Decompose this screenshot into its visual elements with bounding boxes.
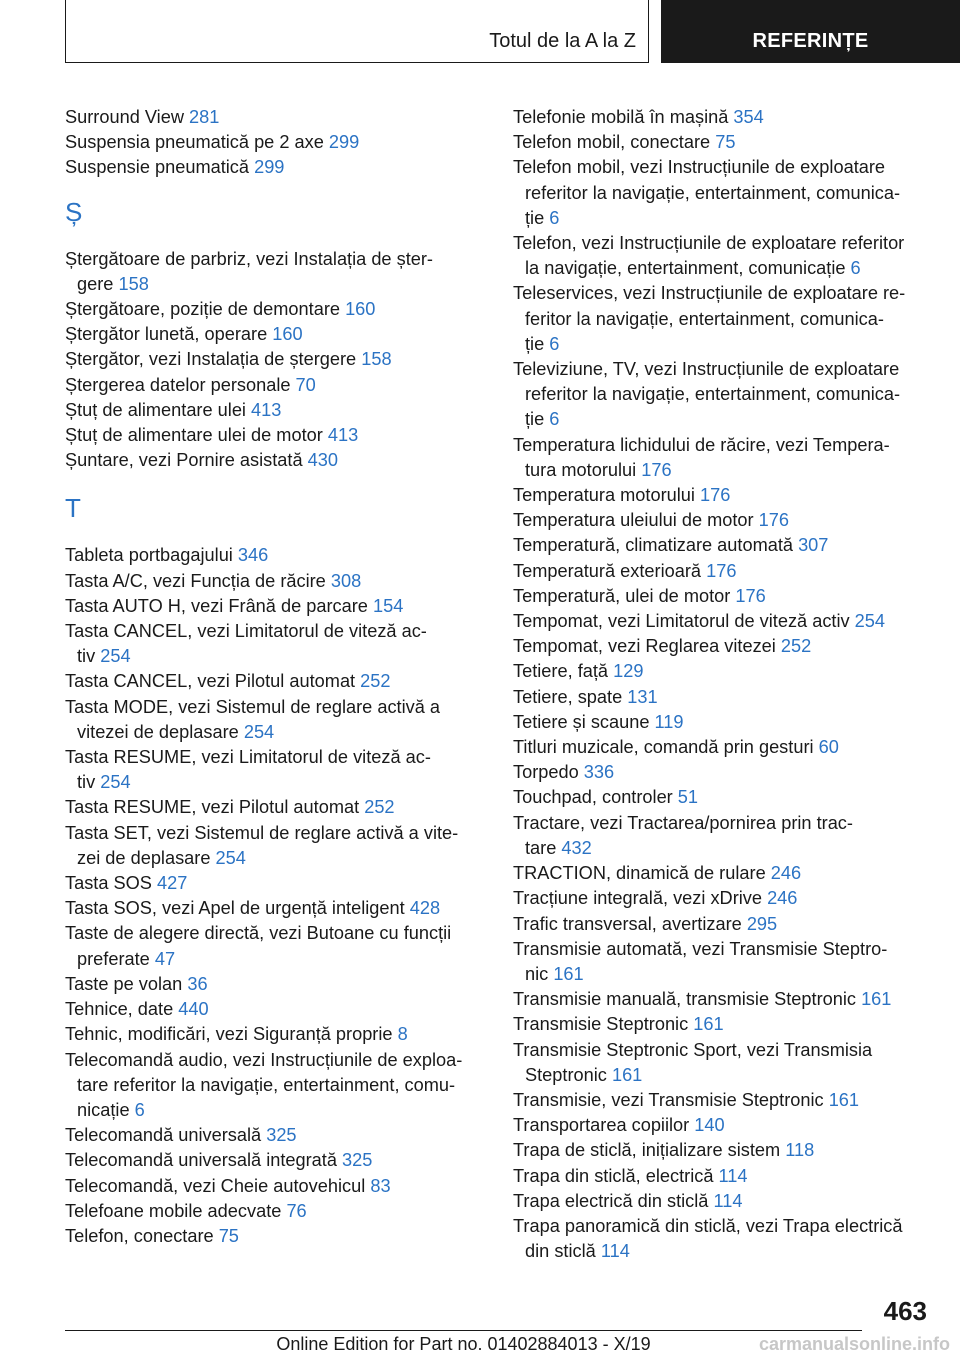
index-entry: [513, 1038, 933, 1088]
index-entry: [513, 281, 933, 357]
page-reference-link[interactable]: 427: [156, 873, 188, 894]
index-entry: [513, 987, 933, 1012]
index-entry-text: Telecomandă, vezi Cheie autovehicul: [65, 1175, 371, 1196]
index-entry-text: Tasta SOS: [65, 873, 157, 894]
index-entry: [513, 1214, 933, 1264]
index-entry-text: Touchpad, controler: [513, 787, 678, 808]
index-entry: [513, 785, 933, 810]
index-entry-text: Telecomandă audio, vezi Instrucțiunile de exploa-: [65, 1049, 463, 1070]
page-reference-link[interactable]: 336: [583, 762, 615, 783]
page-reference-link[interactable]: 354: [733, 107, 764, 127]
index-entry-text: din sticlă: [525, 1241, 601, 1262]
index-entry-text: Torpedo: [513, 762, 584, 783]
index-entry: [513, 155, 933, 231]
index-entry: [65, 130, 485, 155]
index-entry-text: Temperatura motorului: [513, 485, 701, 506]
index-entry-text: Surround View: [65, 107, 190, 127]
index-entry-text: Tetiere, spate: [513, 686, 628, 707]
index-entry: [65, 448, 485, 473]
index-entry: [513, 433, 933, 483]
index-entry-text: Temperatura lichidului de răcire, vezi Tempera-: [513, 434, 890, 455]
index-entry: [65, 569, 485, 594]
index-entry-text: Suspensie pneumatică: [65, 157, 255, 178]
page-reference-link[interactable]: 160: [272, 324, 303, 345]
index-entry-text: Transmisie automată, vezi Transmisie Steptro-: [513, 938, 888, 959]
index-entry: [65, 695, 485, 745]
chapter-tab-label: REFERINȚE: [752, 30, 869, 52]
page-reference-link[interactable]: 160: [345, 299, 376, 320]
page-reference-link[interactable]: 129: [613, 661, 644, 682]
index-entry: [513, 886, 933, 911]
page-reference-link[interactable]: 140: [694, 1115, 725, 1136]
index-entry: [65, 1174, 485, 1199]
index-entry-text: Tempomat, vezi Reglarea vitezei: [513, 636, 781, 657]
index-group-s: [65, 247, 485, 474]
page-reference-link[interactable]: 6: [549, 409, 560, 430]
index-entry: [513, 912, 933, 937]
index-entry-text: Televiziune, TV, vezi Instrucțiunile de exploatare: [513, 359, 900, 380]
index-entry-text: Telefonie mobilă în mașină: [513, 107, 734, 127]
index-entry: [65, 1048, 485, 1124]
index-entry: [513, 760, 933, 785]
index-entry: [513, 811, 933, 861]
page-reference-link[interactable]: 346: [237, 545, 269, 566]
page-reference-link[interactable]: 299: [328, 132, 360, 153]
index-entry: [513, 685, 933, 710]
page-reference-link[interactable]: 76: [286, 1200, 307, 1221]
index-entry-text: Trafic transversal, avertizare: [513, 913, 747, 934]
index-group-t: [65, 543, 485, 1249]
page-reference-link[interactable]: 252: [360, 671, 391, 692]
page-reference-link[interactable]: 281: [189, 107, 220, 127]
index-entry-text: Steptronic: [525, 1064, 612, 1085]
page-reference-link[interactable]: 295: [746, 913, 778, 934]
index-entry: [513, 533, 933, 558]
page-number: 463: [883, 1296, 927, 1326]
index-entry: [65, 871, 485, 896]
index-entry: [513, 357, 933, 433]
page-reference-link[interactable]: 176: [700, 485, 731, 506]
index-entry: [513, 105, 933, 130]
index-entry-text: Tasta MODE, vezi Sistemul de reglare activă a: [65, 696, 441, 717]
index-entry-text: Tasta CANCEL, vezi Limitatorul de viteză ac-: [65, 621, 427, 642]
index-entry-text: vitezei de deplasare: [77, 721, 244, 742]
index-group-s-top: [65, 105, 485, 181]
page-reference-link[interactable]: 131: [627, 686, 658, 707]
page-reference-link[interactable]: 70: [295, 374, 316, 395]
index-entry-text: Ștergător lunetă, operare: [65, 324, 273, 345]
page-reference-link[interactable]: 252: [780, 636, 812, 657]
index-entry-text: Suspensia pneumatică pe 2 axe: [65, 132, 329, 153]
index-entry-text: TRACTION, dinamică de rulare: [513, 863, 771, 884]
index-entry-text: Ștuț de alimentare ulei de motor: [65, 425, 328, 446]
index-entry-text: Ștergerea datelor personale: [65, 374, 296, 395]
index-entry: [65, 543, 485, 568]
index-entry-text: Tehnic, modificări, vezi Siguranță proprie: [65, 1024, 398, 1045]
index-entry: [513, 1189, 933, 1214]
index-entry-text: Temperatură, climatizare automată: [513, 535, 799, 556]
index-entry-text: referitor la navigație, entertainment, comunica-: [525, 384, 901, 405]
page-reference-link[interactable]: 114: [600, 1241, 630, 1262]
index-entry-text: tare referitor la navigație, entertainment, comu-: [77, 1074, 456, 1095]
index-entry: [65, 373, 485, 398]
index-entry-text: Telefoane mobile adecvate: [65, 1200, 287, 1221]
page-reference-link[interactable]: 176: [641, 459, 672, 480]
section-tab-label: Totul de la A la Z: [489, 30, 636, 52]
index-column-left: [65, 105, 485, 1249]
index-entry-text: Ștergător, vezi Instalația de ștergere: [65, 349, 362, 370]
page-reference-link[interactable]: 161: [553, 963, 584, 984]
index-entry: [65, 1148, 485, 1173]
index-entry-text: ție: [525, 207, 550, 228]
index-entry: [65, 1224, 485, 1249]
index-entry: [65, 155, 485, 180]
index-entry: [513, 483, 933, 508]
index-entry: [513, 508, 933, 533]
page-reference-link[interactable]: 428: [409, 898, 441, 919]
page-reference-link[interactable]: 60: [818, 737, 839, 758]
index-entry-text: Tetiere și scaune: [513, 711, 655, 732]
footer-edition: Online Edition for Part no. 01402884013 - X/19: [276, 1334, 651, 1354]
page-reference-link[interactable]: 440: [178, 999, 209, 1020]
index-entry: [65, 398, 485, 423]
index-entry: [65, 997, 485, 1022]
page-reference-link[interactable]: 118: [785, 1140, 815, 1161]
index-entry-text: Transmisie Steptronic: [513, 1014, 694, 1035]
index-entry-text: Telefon mobil, conectare: [513, 132, 716, 153]
index-entry: [513, 231, 933, 281]
page-reference-link[interactable]: 176: [758, 510, 790, 531]
index-entry: [65, 795, 485, 820]
index-entry-text: Transmisie Steptronic Sport, vezi Transmisia: [513, 1039, 873, 1060]
page-reference-link[interactable]: 299: [254, 157, 285, 178]
index-entry: [65, 423, 485, 448]
index-entry-text: gere: [77, 273, 119, 294]
page-reference-link[interactable]: 252: [364, 797, 395, 818]
index-entry: [513, 634, 933, 659]
index-entry-text: tura motorului: [525, 459, 642, 480]
index-entry: [513, 559, 933, 584]
index-entry-text: Telecomandă universală: [65, 1125, 267, 1146]
index-entry: [65, 594, 485, 619]
index-entry-text: preferate: [77, 948, 155, 969]
index-letter-s: Ș: [65, 196, 83, 227]
index-entry-text: Tasta AUTO H, vezi Frână de parcare: [65, 595, 373, 616]
index-entry: [513, 735, 933, 760]
index-entry-text: Tehnice, date: [65, 999, 179, 1020]
index-entry-text: Temperatura uleiului de motor: [513, 510, 759, 531]
page-reference-link[interactable]: 158: [361, 349, 392, 370]
page-reference-link[interactable]: 8: [397, 1024, 408, 1045]
index-entry-text: referitor la navigație, entertainment, comunica-: [525, 182, 901, 203]
index-entry: [65, 1199, 485, 1224]
index-entry-text: Titluri muzicale, comandă prin gesturi: [513, 737, 819, 758]
index-entry: [65, 322, 485, 347]
index-entry: [513, 1088, 933, 1113]
index-entry-text: Taste de alegere directă, vezi Butoane cu funcții: [65, 923, 452, 944]
page-reference-link[interactable]: 161: [861, 989, 892, 1010]
index-entry-text: Tracțiune integrală, vezi xDrive: [513, 888, 768, 909]
index-entry-text: Tasta RESUME, vezi Pilotul automat: [65, 797, 365, 818]
index-entry-text: Trapa din sticlă, electrică: [513, 1165, 719, 1186]
index-entry-text: Tasta RESUME, vezi Limitatorul de viteză ac-: [65, 747, 431, 768]
index-entry-text: Telecomandă universală integrată: [65, 1150, 343, 1171]
index-entry: [513, 130, 933, 155]
page-reference-link[interactable]: 254: [100, 772, 131, 793]
index-entry: [513, 710, 933, 735]
page-reference-link[interactable]: 430: [307, 450, 338, 471]
index-entry: [65, 745, 485, 795]
index-entry-text: Trapa de sticlă, inițializare sistem: [513, 1140, 786, 1161]
watermark-logo: carmanualsonline.info: [758, 1334, 950, 1354]
index-entry-text: Telefon, conectare: [65, 1225, 219, 1246]
page-reference-link[interactable]: 161: [693, 1014, 724, 1035]
index-column-right: [513, 105, 933, 1264]
index-entry-text: zei de deplasare: [77, 847, 216, 868]
page-reference-link[interactable]: 114: [713, 1190, 743, 1211]
page-reference-link[interactable]: 51: [677, 787, 699, 808]
index-entry: [65, 297, 485, 322]
index-entry: [513, 1138, 933, 1163]
index-entry: [65, 1123, 485, 1148]
page-reference-link[interactable]: 161: [828, 1089, 860, 1110]
index-entry-text: Tasta SOS, vezi Apel de urgență inteligent: [65, 898, 410, 919]
index-entry-text: la navigație, entertainment, comunicație: [525, 258, 851, 279]
index-entry-text: Taste pe volan: [65, 973, 188, 994]
index-entry-text: tiv: [77, 772, 101, 793]
page-reference-link[interactable]: 246: [770, 863, 802, 884]
page-reference-link[interactable]: 432: [561, 837, 592, 858]
section-tab[interactable]: [65, 0, 649, 63]
footer-divider: [65, 1330, 862, 1331]
index-entry-text: Șuntare, vezi Pornire asistată: [65, 450, 308, 471]
page-reference-link[interactable]: 6: [549, 333, 560, 354]
index-entry: [65, 105, 485, 130]
index-entry-text: tiv: [77, 646, 101, 667]
page-reference-link[interactable]: 6: [549, 207, 560, 228]
index-entry-text: Teleservices, vezi Instrucțiunile de exploatare re-: [513, 283, 906, 304]
index-entry: [513, 1164, 933, 1189]
page-reference-link[interactable]: 83: [370, 1175, 391, 1196]
page-reference-link[interactable]: 308: [330, 570, 362, 591]
page-reference-link[interactable]: 254: [243, 721, 275, 742]
page-reference-link[interactable]: 254: [215, 847, 246, 868]
index-entry-text: Telefon mobil, vezi Instrucțiunile de exploatare: [513, 157, 886, 178]
page-reference-link[interactable]: 254: [854, 611, 886, 632]
page-reference-link[interactable]: 254: [100, 646, 131, 667]
index-entry-text: Ștergătoare, poziție de demontare: [65, 299, 346, 320]
index-entry-text: Trapa panoramică din sticlă, vezi Trapa electrică: [513, 1215, 903, 1236]
index-entry-text: tare: [525, 837, 562, 858]
page-header: [65, 0, 960, 65]
index-entry-text: Tableta portbagajului: [65, 545, 238, 566]
index-entry: [65, 669, 485, 694]
page-reference-link[interactable]: 75: [715, 132, 736, 153]
index-entry: [513, 659, 933, 684]
page-reference-link[interactable]: 413: [251, 399, 282, 420]
page-reference-link[interactable]: 307: [798, 535, 829, 556]
index-entry-text: Tasta A/C, vezi Funcția de răcire: [65, 570, 331, 591]
index-entry-text: ție: [525, 409, 550, 430]
index-entry: [513, 1012, 933, 1037]
index-entry-text: nic: [525, 963, 554, 984]
index-entry-text: feritor la navigație, entertainment, comunica-: [525, 308, 884, 329]
page-reference-link[interactable]: 75: [218, 1225, 239, 1246]
index-entry-text: Tasta CANCEL, vezi Pilotul automat: [65, 671, 361, 692]
index-entry: [65, 972, 485, 997]
index-entry-text: Temperatură exterioară: [513, 560, 707, 581]
index-entry-text: Ștuț de alimentare ulei: [65, 399, 252, 420]
index-entry: [65, 896, 485, 921]
index-entry-text: Tempomat, vezi Limitatorul de viteză activ: [513, 611, 855, 632]
index-entry: [65, 821, 485, 871]
page-reference-link[interactable]: 36: [187, 973, 208, 994]
index-entry-text: Transportarea copiilor: [513, 1115, 695, 1136]
index-entry-text: Transmisie manuală, transmisie Steptronic: [513, 989, 862, 1010]
index-entry: [65, 619, 485, 669]
index-entry-text: nicație: [77, 1099, 135, 1120]
chapter-tab[interactable]: [661, 0, 960, 63]
index-entry-text: Transmisie, vezi Transmisie Steptronic: [513, 1089, 829, 1110]
index-entry: [513, 937, 933, 987]
page-reference-link[interactable]: 325: [266, 1125, 297, 1146]
page-reference-link[interactable]: 176: [706, 560, 737, 581]
index-entry: [65, 921, 485, 971]
index-entry-text: Telefon, vezi Instrucțiunile de exploatare referitor: [513, 233, 905, 254]
index-entry-text: Tasta SET, vezi Sistemul de reglare activă a vite-: [65, 822, 459, 843]
index-entry: [65, 247, 485, 297]
page-reference-link[interactable]: 246: [767, 888, 798, 909]
page-reference-link[interactable]: 154: [372, 595, 404, 616]
page-reference-link[interactable]: 119: [654, 711, 684, 732]
page-reference-link[interactable]: 413: [327, 425, 359, 446]
index-entry: [513, 861, 933, 886]
index-entry-text: Tetiere, față: [513, 661, 614, 682]
index-entry: [513, 584, 933, 609]
index-entry: [513, 1113, 933, 1138]
index-entry-text: Ștergătoare de parbriz, vezi Instalația de șter-: [65, 248, 433, 269]
page-reference-link[interactable]: 176: [735, 585, 766, 606]
page-reference-link[interactable]: 6: [850, 258, 861, 279]
index-letter-t: T: [65, 493, 81, 524]
index-entry-text: Tractare, vezi Tractarea/pornirea prin trac-: [513, 812, 853, 833]
index-entry: [65, 347, 485, 372]
index-entry-text: Temperatură, ulei de motor: [513, 585, 736, 606]
index-entry-text: ție: [525, 333, 550, 354]
page-reference-link[interactable]: 6: [134, 1099, 145, 1120]
index-entry: [513, 609, 933, 634]
index-entry-text: Trapa electrică din sticlă: [513, 1190, 714, 1211]
index-entry: [65, 1022, 485, 1047]
page-reference-link[interactable]: 161: [611, 1064, 643, 1085]
page-reference-link[interactable]: 158: [118, 273, 149, 294]
page-reference-link[interactable]: 47: [154, 948, 176, 969]
page-reference-link[interactable]: 325: [342, 1150, 373, 1171]
page-reference-link[interactable]: 114: [718, 1165, 748, 1186]
